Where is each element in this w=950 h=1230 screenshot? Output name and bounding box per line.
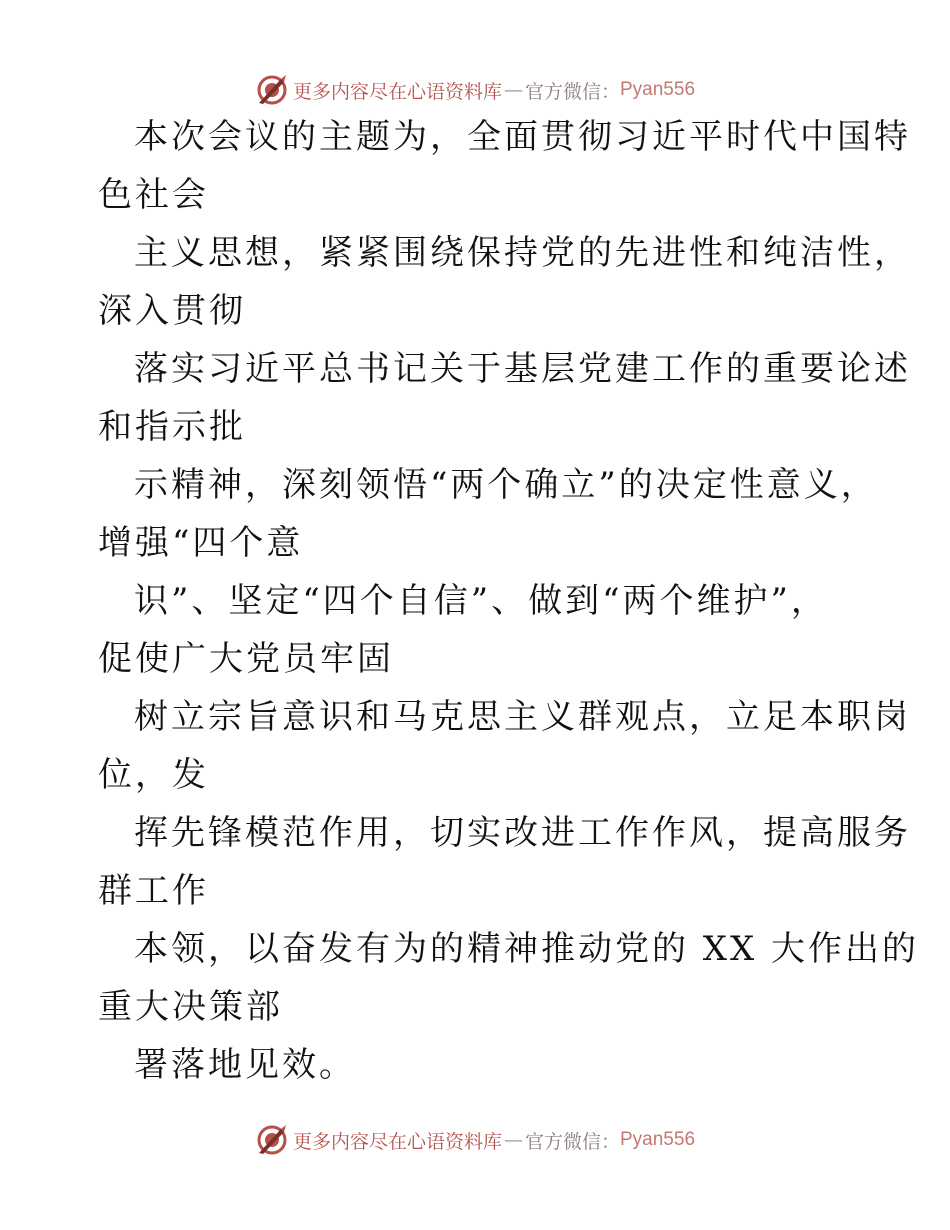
header-banner (0, 70, 950, 110)
paragraph-line: 色社会 (98, 175, 209, 215)
wechat-label: 官方微信： (524, 1130, 620, 1153)
banner-title: 更多内容尽在心语资料库 (292, 1130, 502, 1153)
banner-title: 更多内容尽在心语资料库 (292, 80, 502, 103)
banner-dash: — (503, 1129, 523, 1151)
paragraph-line: 和指示批 (98, 407, 246, 447)
paragraph-line: 重大决策部 (98, 987, 283, 1027)
wechat-id: Pyan556 (620, 79, 696, 100)
paragraph-line: 增强“四个意 (98, 523, 304, 563)
paragraph-line: 深入贯彻 (98, 291, 246, 331)
paragraph-line: 落实习近平总书记关于基层党建工作的重要论述 (134, 349, 911, 389)
footer-banner (0, 1120, 950, 1160)
paragraph-line: 本次会议的主题为，全面贯彻习近平时代中国特 (134, 117, 911, 157)
paragraph-line: 本领，以奋发有为的精神推动党的 XX 大作出的 (134, 929, 920, 969)
paragraph-line: 挥先锋模范作用，切实改进工作作风，提高服务 (134, 813, 911, 853)
wechat-id: Pyan556 (620, 1129, 696, 1150)
paragraph-line: 示精神，深刻领悟“两个确立”的决定性意义， (134, 465, 878, 505)
paragraph-line: 位，发 (98, 755, 209, 795)
paragraph-line: 促使广大党员牢固 (98, 639, 394, 679)
wechat-label: 官方微信： (524, 80, 620, 103)
quill-pen-logo-icon (255, 1123, 289, 1157)
quill-pen-logo-icon (255, 73, 289, 107)
paragraph-line: 署落地见效。 (134, 1045, 356, 1085)
paragraph-line: 群工作 (98, 871, 209, 911)
banner-dash: — (503, 79, 523, 101)
paragraph-line: 主义思想，紧紧围绕保持党的先进性和纯洁性， (134, 233, 911, 273)
paragraph-line: 识”、坚定“四个自信”、做到“两个维护”， (134, 581, 828, 621)
paragraph-line: 树立宗旨意识和马克思主义群观点，立足本职岗 (134, 697, 911, 737)
